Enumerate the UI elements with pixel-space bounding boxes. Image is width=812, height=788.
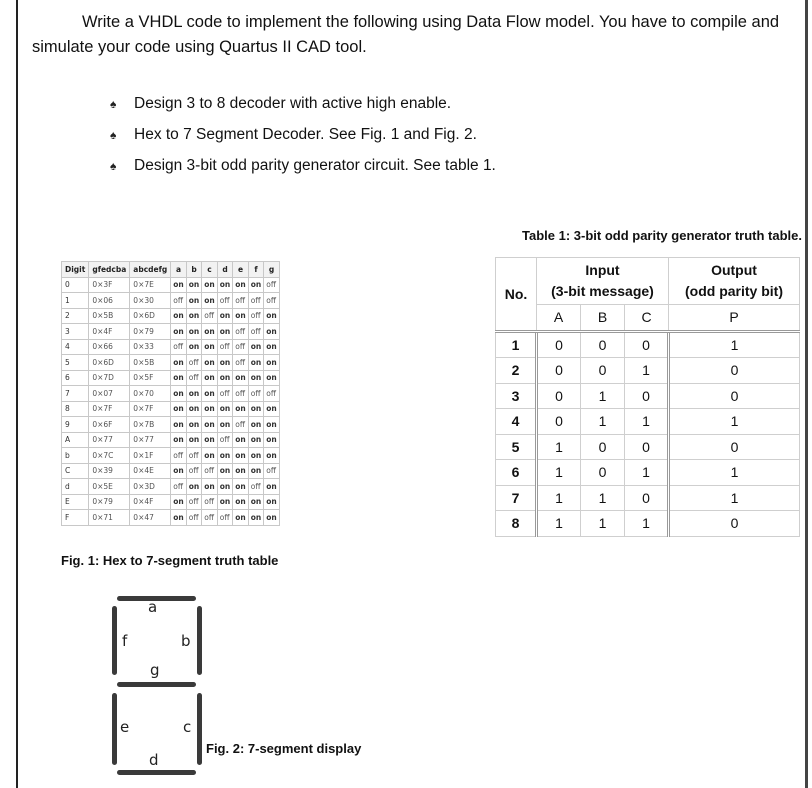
input-bit-cell: 0 (537, 409, 581, 435)
segment-e (112, 693, 117, 765)
column-header: abcdefg (130, 262, 171, 278)
seven-segment-diagram (100, 585, 220, 778)
input-bit-cell: 0 (625, 331, 669, 358)
input-bit-cell: 1 (625, 460, 669, 486)
input-bit-cell: 0 (581, 434, 625, 460)
subheader-b: B (581, 305, 625, 332)
digit-cell: 5 (62, 355, 89, 371)
segment-state-cell: on (202, 417, 218, 433)
parity-cell: 0 (669, 434, 800, 460)
table-subheader-row (496, 305, 800, 332)
segment-state-cell: on (233, 277, 249, 293)
table-row (496, 409, 800, 435)
hex-code-cell: 0×33 (130, 339, 171, 355)
hex-code-cell: 0×07 (89, 386, 130, 402)
segment-state-cell: off (202, 308, 218, 324)
segment-state-cell: on (217, 401, 233, 417)
header-input-line2: (3-bit message) (551, 283, 654, 299)
table-header-row (496, 258, 800, 305)
segment-state-cell: off (217, 510, 233, 526)
column-header: e (233, 262, 249, 278)
digit-cell: F (62, 510, 89, 526)
subheader-p: P (669, 305, 800, 332)
input-bit-cell: 0 (537, 358, 581, 384)
hex-code-cell: 0×3D (130, 479, 171, 495)
hex-code-cell: 0×7E (130, 277, 171, 293)
segment-state-cell: on (171, 417, 187, 433)
segment-state-cell: on (248, 370, 264, 386)
row-number-cell: 7 (496, 485, 537, 511)
table-row (62, 339, 280, 355)
segment-state-cell: off (202, 463, 218, 479)
segment-state-cell: on (248, 432, 264, 448)
task-text: Design 3 to 8 decoder with active high enable. (134, 94, 452, 112)
hex-code-cell: 0×1F (130, 448, 171, 464)
input-bit-cell: 1 (581, 409, 625, 435)
segment-state-cell: on (264, 401, 280, 417)
digit-cell: 8 (62, 401, 89, 417)
segment-state-cell: off (233, 417, 249, 433)
table-row (62, 432, 280, 448)
segment-state-cell: on (264, 448, 280, 464)
table-row (496, 331, 800, 358)
table-row (62, 401, 280, 417)
input-bit-cell: 0 (625, 383, 669, 409)
spade-bullet-icon: ♠ (110, 158, 117, 173)
label-c: c (183, 718, 192, 736)
segment-state-cell: on (248, 401, 264, 417)
parity-truth-table (495, 257, 800, 537)
table-header-row (62, 262, 280, 278)
table-row (62, 277, 280, 293)
hex-code-cell: 0×6D (89, 355, 130, 371)
input-bit-cell: 1 (625, 409, 669, 435)
segment-state-cell: on (233, 308, 249, 324)
input-bit-cell: 1 (537, 511, 581, 537)
table-row (62, 448, 280, 464)
segment-state-cell: on (186, 417, 202, 433)
segment-state-cell: off (248, 324, 264, 340)
segment-state-cell: on (171, 510, 187, 526)
segment-state-cell: off (217, 386, 233, 402)
segment-state-cell: off (248, 293, 264, 309)
column-header: a (171, 262, 187, 278)
task-text: Hex to 7 Segment Decoder. See Fig. 1 and Fig. 2. (134, 125, 477, 143)
table-row (62, 355, 280, 371)
segment-state-cell: on (233, 494, 249, 510)
input-bit-cell: 0 (537, 383, 581, 409)
segment-state-cell: on (217, 277, 233, 293)
hex-code-cell: 0×66 (89, 339, 130, 355)
segment-state-cell: off (233, 355, 249, 371)
input-bit-cell: 1 (581, 485, 625, 511)
segment-state-cell: off (264, 463, 280, 479)
table-row (62, 324, 280, 340)
input-bit-cell: 0 (625, 485, 669, 511)
label-d: d (149, 751, 159, 769)
task-item (110, 119, 496, 150)
segment-state-cell: on (248, 510, 264, 526)
input-bit-cell: 0 (581, 358, 625, 384)
segment-state-cell: off (217, 293, 233, 309)
segment-state-cell: off (217, 432, 233, 448)
segment-state-cell: off (233, 386, 249, 402)
segment-state-cell: on (171, 324, 187, 340)
hex-code-cell: 0×6F (89, 417, 130, 433)
table-row (62, 494, 280, 510)
digit-cell: 3 (62, 324, 89, 340)
segment-state-cell: off (202, 510, 218, 526)
segment-state-cell: on (202, 479, 218, 495)
table-row (62, 417, 280, 433)
column-header: gfedcba (89, 262, 130, 278)
task-text: Design 3-bit odd parity generator circuit. See table 1. (134, 156, 496, 174)
spade-bullet-icon: ♠ (110, 96, 117, 111)
hex-code-cell: 0×7B (130, 417, 171, 433)
input-bit-cell: 0 (537, 331, 581, 358)
segment-b (197, 606, 202, 675)
digit-cell: b (62, 448, 89, 464)
segment-state-cell: off (248, 308, 264, 324)
row-number-cell: 1 (496, 331, 537, 358)
segment-state-cell: on (202, 324, 218, 340)
digit-cell: 1 (62, 293, 89, 309)
segment-state-cell: off (171, 339, 187, 355)
segment-state-cell: on (217, 370, 233, 386)
table-row (496, 383, 800, 409)
segment-state-cell: on (264, 324, 280, 340)
segment-state-cell: on (171, 463, 187, 479)
segment-state-cell: off (186, 494, 202, 510)
segment-state-cell: on (264, 479, 280, 495)
segment-state-cell: on (217, 463, 233, 479)
input-bit-cell: 0 (581, 460, 625, 486)
segment-c (197, 693, 202, 765)
spade-bullet-icon: ♠ (110, 127, 117, 142)
segment-state-cell: on (248, 463, 264, 479)
segment-state-cell: on (186, 401, 202, 417)
parity-cell: 0 (669, 358, 800, 384)
segment-state-cell: off (233, 293, 249, 309)
label-a: a (148, 598, 158, 616)
hex-code-cell: 0×4F (130, 494, 171, 510)
table-row (496, 358, 800, 384)
segment-state-cell: on (264, 417, 280, 433)
table-row (496, 511, 800, 537)
segment-state-cell: on (202, 277, 218, 293)
segment-state-cell: on (264, 355, 280, 371)
hex-code-cell: 0×5E (89, 479, 130, 495)
segment-state-cell: off (202, 494, 218, 510)
segment-state-cell: on (171, 355, 187, 371)
segment-state-cell: on (233, 510, 249, 526)
digit-cell: 6 (62, 370, 89, 386)
segment-g (117, 682, 196, 687)
segment-state-cell: on (186, 293, 202, 309)
segment-state-cell: on (186, 386, 202, 402)
table-row (62, 463, 280, 479)
segment-state-cell: off (171, 448, 187, 464)
table-row (496, 485, 800, 511)
header-output-line2: (odd parity bit) (685, 283, 783, 299)
digit-cell: 2 (62, 308, 89, 324)
input-bit-cell: 0 (581, 331, 625, 358)
segment-state-cell: on (186, 324, 202, 340)
digit-cell: E (62, 494, 89, 510)
header-output (669, 258, 800, 305)
segment-state-cell: on (202, 448, 218, 464)
segment-state-cell: on (171, 370, 187, 386)
segment-state-cell: on (171, 401, 187, 417)
segment-state-cell: on (171, 308, 187, 324)
segment-state-cell: on (186, 339, 202, 355)
segment-state-cell: off (186, 463, 202, 479)
input-bit-cell: 1 (581, 511, 625, 537)
task-item (110, 88, 496, 119)
input-bit-cell: 1 (537, 460, 581, 486)
digit-cell: 0 (62, 277, 89, 293)
header-no: No. (496, 258, 537, 332)
segment-state-cell: on (248, 355, 264, 371)
header-input-line1: Input (585, 262, 620, 278)
segment-state-cell: on (217, 355, 233, 371)
hex-code-cell: 0×30 (130, 293, 171, 309)
column-header: c (202, 262, 218, 278)
digit-cell: 4 (62, 339, 89, 355)
segment-state-cell: on (248, 494, 264, 510)
segment-f (112, 606, 117, 675)
segment-state-cell: off (171, 293, 187, 309)
task-list (110, 88, 496, 181)
digit-cell: C (62, 463, 89, 479)
hex-code-cell: 0×77 (130, 432, 171, 448)
segment-state-cell: off (186, 448, 202, 464)
segment-state-cell: on (217, 479, 233, 495)
segment-state-cell: on (202, 293, 218, 309)
hex-code-cell: 0×06 (89, 293, 130, 309)
assignment-intro (32, 10, 792, 60)
hex-7segment-table (61, 261, 280, 526)
row-number-cell: 2 (496, 358, 537, 384)
row-number-cell: 3 (496, 383, 537, 409)
label-f: f (122, 632, 128, 650)
segment-state-cell: off (248, 386, 264, 402)
hex-code-cell: 0×5B (130, 355, 171, 371)
parity-cell: 1 (669, 409, 800, 435)
hex-code-cell: 0×7F (89, 401, 130, 417)
row-number-cell: 5 (496, 434, 537, 460)
segment-state-cell: on (217, 324, 233, 340)
hex-code-cell: 0×79 (89, 494, 130, 510)
table1-caption: Table 1: 3-bit odd parity generator truth table. (522, 228, 803, 243)
segment-state-cell: on (202, 386, 218, 402)
segment-state-cell: on (171, 386, 187, 402)
hex-code-cell: 0×77 (89, 432, 130, 448)
table-row (496, 460, 800, 486)
segment-state-cell: on (264, 510, 280, 526)
segment-state-cell: off (264, 386, 280, 402)
segment-state-cell: on (264, 494, 280, 510)
digit-cell: 9 (62, 417, 89, 433)
segment-state-cell: on (248, 277, 264, 293)
segment-state-cell: on (248, 448, 264, 464)
segment-state-cell: on (202, 355, 218, 371)
column-header: g (264, 262, 280, 278)
column-header: f (248, 262, 264, 278)
label-g: g (150, 661, 160, 679)
hex-code-cell: 0×5F (130, 370, 171, 386)
segment-state-cell: off (233, 339, 249, 355)
segment-state-cell: on (233, 432, 249, 448)
column-header: d (217, 262, 233, 278)
hex-code-cell: 0×39 (89, 463, 130, 479)
segment-state-cell: off (264, 293, 280, 309)
hex-code-cell: 0×4E (130, 463, 171, 479)
column-header: Digit (62, 262, 89, 278)
input-bit-cell: 1 (537, 485, 581, 511)
segment-state-cell: on (217, 494, 233, 510)
segment-state-cell: on (171, 494, 187, 510)
parity-cell: 0 (669, 383, 800, 409)
hex-code-cell: 0×71 (89, 510, 130, 526)
column-header: b (186, 262, 202, 278)
segment-state-cell: on (233, 370, 249, 386)
table-row (496, 434, 800, 460)
segment-state-cell: on (186, 479, 202, 495)
parity-cell: 1 (669, 331, 800, 358)
segment-state-cell: off (217, 339, 233, 355)
segment-state-cell: on (233, 479, 249, 495)
table-row (62, 370, 280, 386)
input-bit-cell: 1 (625, 358, 669, 384)
table-row (62, 293, 280, 309)
segment-state-cell: off (186, 510, 202, 526)
hex-code-cell: 0×7D (89, 370, 130, 386)
input-bit-cell: 1 (537, 434, 581, 460)
row-number-cell: 4 (496, 409, 537, 435)
segment-state-cell: on (217, 448, 233, 464)
parity-cell: 1 (669, 460, 800, 486)
header-output-line1: Output (711, 262, 757, 278)
segment-state-cell: on (248, 417, 264, 433)
row-number-cell: 6 (496, 460, 537, 486)
subheader-a: A (537, 305, 581, 332)
row-number-cell: 8 (496, 511, 537, 537)
table-row (62, 479, 280, 495)
header-input (537, 258, 669, 305)
hex-code-cell: 0×4F (89, 324, 130, 340)
label-b: b (181, 632, 191, 650)
subheader-c: C (625, 305, 669, 332)
segment-state-cell: off (233, 324, 249, 340)
segment-state-cell: on (233, 463, 249, 479)
segment-state-cell: off (248, 479, 264, 495)
label-e: e (120, 718, 130, 736)
input-bit-cell: 0 (625, 434, 669, 460)
segment-state-cell: on (202, 339, 218, 355)
segment-state-cell: off (264, 277, 280, 293)
segment-state-cell: off (186, 370, 202, 386)
digit-cell: A (62, 432, 89, 448)
hex-code-cell: 0×3F (89, 277, 130, 293)
segment-state-cell: on (186, 277, 202, 293)
segment-state-cell: on (264, 308, 280, 324)
hex-code-cell: 0×5B (89, 308, 130, 324)
segment-state-cell: on (171, 277, 187, 293)
segment-state-cell: on (202, 401, 218, 417)
segment-state-cell: on (186, 432, 202, 448)
hex-code-cell: 0×79 (130, 324, 171, 340)
digit-cell: 7 (62, 386, 89, 402)
hex-code-cell: 0×47 (130, 510, 171, 526)
parity-cell: 0 (669, 511, 800, 537)
segment-state-cell: on (217, 417, 233, 433)
task-item (110, 150, 496, 181)
table-row (62, 308, 280, 324)
hex-code-cell: 0×7C (89, 448, 130, 464)
fig1-caption: Fig. 1: Hex to 7-segment truth table (61, 553, 279, 568)
input-bit-cell: 1 (581, 383, 625, 409)
segment-state-cell: on (171, 432, 187, 448)
input-bit-cell: 1 (625, 511, 669, 537)
segment-state-cell: on (202, 370, 218, 386)
segment-state-cell: on (264, 370, 280, 386)
hex-code-cell: 0×7F (130, 401, 171, 417)
segment-state-cell: off (186, 355, 202, 371)
intro-line-2: simulate your code using Quartus II CAD tool. (32, 38, 367, 56)
segment-state-cell: on (202, 432, 218, 448)
parity-cell: 1 (669, 485, 800, 511)
hex-code-cell: 0×70 (130, 386, 171, 402)
segment-state-cell: on (217, 308, 233, 324)
fig2-caption: Fig. 2: 7-segment display (206, 741, 362, 756)
segment-state-cell: off (171, 479, 187, 495)
hex-code-cell: 0×6D (130, 308, 171, 324)
segment-state-cell: on (248, 339, 264, 355)
table-row (62, 510, 280, 526)
segment-state-cell: on (186, 308, 202, 324)
segment-d (117, 770, 196, 775)
table-row (62, 386, 280, 402)
digit-cell: d (62, 479, 89, 495)
segment-state-cell: on (264, 339, 280, 355)
segment-state-cell: on (264, 432, 280, 448)
intro-line-1: Write a VHDL code to implement the following using Data Flow model. You have to compile and (82, 13, 780, 31)
segment-state-cell: on (233, 401, 249, 417)
segment-state-cell: on (233, 448, 249, 464)
